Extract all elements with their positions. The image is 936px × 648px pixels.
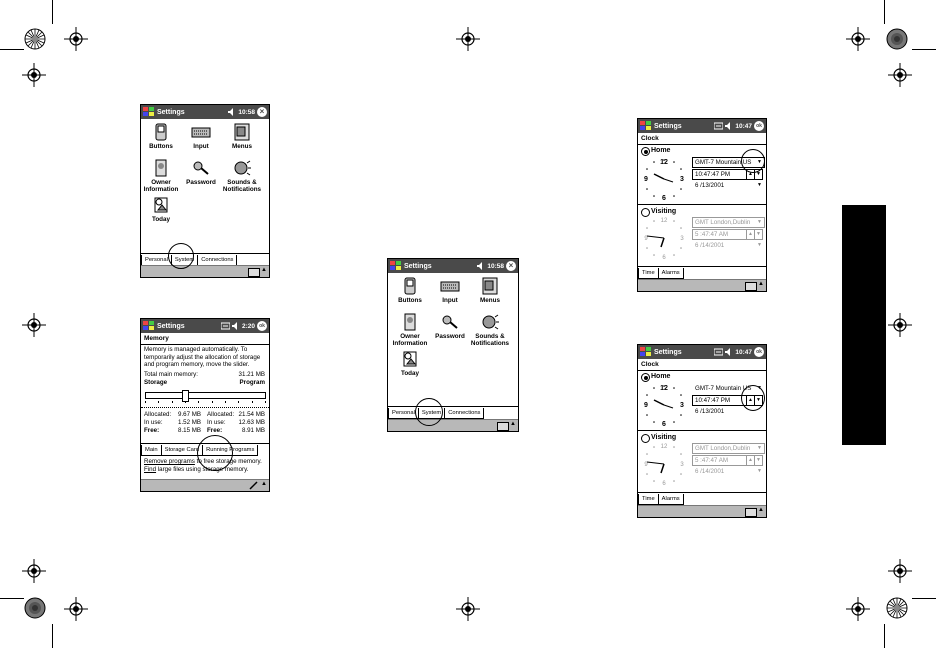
divider bbox=[141, 344, 269, 345]
storage-allocated-label: Allocated: bbox=[144, 411, 172, 418]
title-bar bbox=[141, 105, 269, 119]
visiting-time-input[interactable]: 5 :47:47 AM bbox=[692, 455, 747, 466]
trim-line bbox=[912, 49, 936, 50]
buttons-icon bbox=[154, 123, 168, 141]
home-date-dropdown[interactable] bbox=[692, 180, 765, 191]
remove-text: to free storage memory. bbox=[194, 458, 262, 465]
spin-up-button[interactable]: ▲ bbox=[746, 169, 755, 180]
tab-personal[interactable]: Personal bbox=[388, 408, 419, 419]
highlight-circle bbox=[415, 398, 443, 426]
color-rosette-icon bbox=[24, 28, 46, 50]
windows-flag-icon[interactable] bbox=[143, 107, 154, 117]
highlight-circle bbox=[197, 435, 233, 471]
find-link[interactable]: Find bbox=[144, 466, 157, 473]
chevron-down-icon: ▼ bbox=[757, 182, 762, 188]
title-text: Settings bbox=[654, 122, 682, 130]
today-icon bbox=[402, 350, 418, 368]
chapter-tab-bar bbox=[842, 205, 886, 445]
memory-screen bbox=[140, 318, 270, 492]
storage-allocated-value: 9.67 MB bbox=[178, 411, 202, 418]
title-text: Settings bbox=[654, 348, 682, 356]
ok-icon[interactable]: ok bbox=[754, 347, 764, 357]
item-label: Buttons bbox=[149, 143, 173, 150]
item-label: Password bbox=[186, 179, 216, 186]
trim-line bbox=[884, 624, 885, 648]
chevron-down-icon: ▼ bbox=[757, 242, 762, 248]
spin-up-button[interactable]: ▲ bbox=[746, 455, 755, 466]
clock-tabs bbox=[638, 492, 766, 505]
dial-12: 12 bbox=[660, 159, 668, 166]
chevron-down-icon: ▼ bbox=[757, 445, 762, 451]
program-inuse-value: 12.63 MB bbox=[238, 419, 265, 426]
item-label: Input bbox=[442, 297, 458, 304]
registration-mark-icon bbox=[22, 313, 46, 337]
chevron-down-icon: ▼ bbox=[757, 219, 762, 225]
settings-tabs bbox=[388, 406, 518, 419]
spin-down-button[interactable]: ▼ bbox=[754, 395, 763, 406]
notification-icon[interactable] bbox=[714, 348, 723, 356]
visiting-time-input[interactable]: 5 :47:47 AM bbox=[692, 229, 747, 240]
visiting-date-dropdown[interactable] bbox=[692, 466, 765, 477]
total-memory-value: 31.21 MB bbox=[238, 371, 265, 378]
command-bar bbox=[638, 279, 766, 291]
registration-mark-icon bbox=[64, 597, 88, 621]
menus-item[interactable] bbox=[217, 123, 267, 150]
dial-3: 3 bbox=[680, 402, 684, 409]
divider bbox=[638, 370, 766, 371]
title-bar bbox=[638, 119, 766, 133]
dial-12: 12 bbox=[660, 218, 668, 224]
item-label: Input bbox=[193, 143, 209, 150]
item-label: Owner Information bbox=[392, 333, 428, 347]
speaker-icon[interactable] bbox=[477, 262, 485, 270]
notification-icon[interactable] bbox=[221, 322, 230, 330]
today-item[interactable] bbox=[387, 350, 435, 377]
registration-mark-icon bbox=[888, 313, 912, 337]
spin-up-button[interactable]: ▲ bbox=[746, 229, 755, 240]
visiting-clock-face bbox=[641, 215, 687, 261]
today-icon bbox=[153, 196, 169, 214]
tab-system[interactable]: System bbox=[418, 408, 445, 419]
clock-time[interactable]: 2:20 bbox=[241, 322, 255, 330]
clock-header: Clock bbox=[641, 361, 659, 368]
ok-icon[interactable]: ok bbox=[257, 321, 267, 331]
home-clock-face bbox=[641, 156, 687, 202]
visit-date-text: 6 /14/2001 bbox=[695, 242, 725, 249]
divider bbox=[141, 407, 269, 408]
tab-system[interactable]: System bbox=[171, 255, 198, 266]
buttons-icon bbox=[403, 277, 417, 295]
memory-slider[interactable] bbox=[145, 392, 266, 399]
spin-up-button[interactable]: ▲ bbox=[746, 395, 755, 406]
spin-down-button[interactable]: ▼ bbox=[754, 455, 763, 466]
dial-6: 6 bbox=[662, 481, 666, 487]
chevron-down-icon: ▼ bbox=[757, 468, 762, 474]
pen-icon[interactable] bbox=[249, 481, 259, 490]
menus-icon bbox=[481, 277, 499, 295]
tab-alarms[interactable]: Alarms bbox=[658, 494, 684, 505]
up-arrow-icon[interactable]: ▲ bbox=[261, 481, 267, 487]
speaker-icon[interactable] bbox=[725, 122, 733, 130]
windows-flag-icon[interactable] bbox=[640, 121, 651, 131]
tab-connections[interactable]: Connections bbox=[197, 255, 237, 266]
trim-line bbox=[52, 0, 53, 24]
storage-free-value: 8.15 MB bbox=[178, 427, 202, 434]
memory-intro: Memory is managed automatically. To temporarily adjust the allocation of storage and program memory, move the slider. bbox=[144, 346, 261, 368]
visit-zone-text: GMT London,Dublin bbox=[695, 445, 751, 452]
trim-line bbox=[0, 49, 24, 50]
dial-6: 6 bbox=[662, 421, 666, 428]
program-allocated-value: 21.54 MB bbox=[238, 411, 265, 418]
dial-6: 6 bbox=[662, 255, 666, 261]
speaker-icon[interactable] bbox=[232, 322, 240, 330]
clock-time[interactable]: 10:58 bbox=[238, 108, 255, 116]
windows-flag-icon[interactable] bbox=[640, 347, 651, 357]
title-bar bbox=[638, 345, 766, 359]
today-item[interactable] bbox=[140, 196, 186, 223]
title-bar bbox=[141, 319, 269, 333]
find-files-line bbox=[144, 466, 248, 474]
visit-zone-text: GMT London,Dublin bbox=[695, 219, 751, 226]
command-bar bbox=[141, 479, 269, 491]
dial-3: 3 bbox=[680, 462, 684, 468]
registration-mark-icon bbox=[22, 559, 46, 583]
visiting-label: Visiting bbox=[651, 208, 677, 215]
home-label: Home bbox=[651, 147, 671, 154]
home-zone-text: GMT-7 Mountain US bbox=[695, 385, 752, 392]
windows-flag-icon[interactable] bbox=[143, 321, 154, 331]
menus-item[interactable] bbox=[465, 277, 515, 304]
item-label: Sounds & Notifications bbox=[470, 333, 510, 347]
remove-programs-link[interactable]: Remove programs bbox=[144, 458, 195, 465]
settings-screen-small bbox=[140, 104, 270, 278]
color-rosette-icon bbox=[886, 28, 908, 50]
up-arrow-icon[interactable]: ▲ bbox=[510, 421, 516, 427]
keyboard-icon[interactable] bbox=[497, 422, 509, 431]
speaker-icon[interactable] bbox=[725, 348, 733, 356]
dial-12: 12 bbox=[660, 385, 668, 392]
up-arrow-icon[interactable]: ▲ bbox=[758, 281, 764, 287]
dial-6: 6 bbox=[662, 195, 666, 202]
trim-line bbox=[52, 624, 53, 648]
clock-screen-top bbox=[637, 118, 767, 292]
visiting-date-dropdown[interactable] bbox=[692, 240, 765, 251]
visiting-timezone-dropdown[interactable] bbox=[692, 217, 765, 228]
highlight-circle bbox=[741, 149, 765, 173]
divider bbox=[638, 204, 766, 205]
home-zone-text: GMT-7 Mountain US bbox=[695, 159, 752, 166]
chevron-down-icon: ▼ bbox=[757, 385, 762, 391]
registration-mark-icon bbox=[456, 27, 480, 51]
program-free-value: 8.91 MB bbox=[241, 427, 265, 434]
item-label: Password bbox=[435, 333, 465, 340]
registration-mark-icon bbox=[846, 597, 870, 621]
program-inuse-label: In use: bbox=[207, 419, 226, 426]
tab-main[interactable]: Main bbox=[141, 445, 162, 456]
visiting-label: Visiting bbox=[651, 434, 677, 441]
settings-screen-center bbox=[387, 258, 519, 432]
close-icon[interactable]: × bbox=[257, 107, 267, 117]
tab-time[interactable]: Time bbox=[638, 494, 659, 505]
dial-3: 3 bbox=[680, 236, 684, 242]
clock-screen-bottom bbox=[637, 344, 767, 518]
item-label: Sounds & Notifications bbox=[222, 179, 262, 193]
dial-9: 9 bbox=[644, 402, 648, 409]
registration-mark-icon bbox=[456, 597, 480, 621]
command-bar bbox=[141, 265, 269, 277]
divider bbox=[638, 144, 766, 145]
find-text: large files using storage memory. bbox=[156, 466, 249, 473]
title-text: Settings bbox=[157, 108, 185, 116]
item-label: Menus bbox=[232, 143, 252, 150]
registration-mark-icon bbox=[888, 559, 912, 583]
dial-12: 12 bbox=[660, 444, 668, 450]
item-label: Menus bbox=[480, 297, 500, 304]
storage-inuse-value: 1.52 MB bbox=[178, 419, 202, 426]
title-text: Settings bbox=[157, 322, 185, 330]
trim-line bbox=[912, 598, 936, 599]
dial-3: 3 bbox=[680, 176, 684, 183]
tab-alarms[interactable]: Alarms bbox=[658, 268, 684, 279]
item-label: Today bbox=[151, 216, 171, 223]
close-icon[interactable]: × bbox=[506, 261, 516, 271]
tab-time[interactable]: Time bbox=[638, 268, 659, 279]
tab-connections[interactable]: Connections bbox=[444, 408, 484, 419]
menus-icon bbox=[233, 123, 251, 141]
chevron-down-icon: ▼ bbox=[757, 159, 762, 165]
highlight-circle bbox=[741, 385, 765, 411]
registration-mark-icon bbox=[846, 27, 870, 51]
ok-icon[interactable]: ok bbox=[754, 121, 764, 131]
home-radio[interactable] bbox=[641, 373, 650, 382]
memory-header: Memory bbox=[144, 335, 169, 342]
up-arrow-icon[interactable]: ▲ bbox=[261, 267, 267, 273]
title-text: Settings bbox=[404, 262, 432, 270]
clock-time[interactable]: 10:47 bbox=[735, 122, 752, 130]
trim-line bbox=[884, 0, 885, 24]
home-clock-face bbox=[641, 382, 687, 428]
key-icon bbox=[441, 313, 459, 331]
sounds-notifications-item[interactable] bbox=[217, 159, 267, 193]
sounds-icon bbox=[481, 313, 499, 331]
trim-line bbox=[0, 598, 24, 599]
clock-header: Clock bbox=[641, 135, 659, 142]
registration-mark-icon bbox=[64, 27, 88, 51]
spin-down-button[interactable]: ▼ bbox=[754, 169, 763, 180]
key-icon bbox=[192, 159, 210, 177]
divider bbox=[638, 430, 766, 431]
visit-date-text: 6 /14/2001 bbox=[695, 468, 725, 475]
item-label: Owner Information bbox=[143, 179, 179, 193]
registration-mark-icon bbox=[888, 63, 912, 87]
storage-inuse-label: In use: bbox=[144, 419, 163, 426]
command-bar bbox=[388, 419, 518, 431]
home-label: Home bbox=[651, 373, 671, 380]
keyboard-icon bbox=[191, 123, 211, 141]
item-label: Today bbox=[400, 370, 420, 377]
home-time-input[interactable]: 10:47:47 PM bbox=[692, 395, 747, 406]
tab-personal[interactable]: Personal bbox=[141, 255, 172, 266]
dial-9: 9 bbox=[644, 176, 648, 183]
windows-flag-icon[interactable] bbox=[390, 261, 401, 271]
sounds-icon bbox=[233, 159, 251, 177]
clock-tabs bbox=[638, 266, 766, 279]
command-bar bbox=[638, 505, 766, 517]
dial-9: 9 bbox=[644, 236, 648, 242]
notification-icon[interactable] bbox=[714, 122, 723, 130]
tab-running-programs[interactable]: Running Programs bbox=[202, 445, 258, 456]
keyboard-icon[interactable] bbox=[745, 508, 757, 517]
item-label: Buttons bbox=[398, 297, 422, 304]
keyboard-icon[interactable] bbox=[248, 268, 260, 277]
home-time-input[interactable]: 10:47:47 PM bbox=[692, 169, 747, 180]
tab-storage-card[interactable]: Storage Card bbox=[161, 445, 203, 456]
owner-information-icon bbox=[403, 313, 417, 331]
home-radio[interactable] bbox=[641, 147, 650, 156]
visiting-timezone-dropdown[interactable] bbox=[692, 443, 765, 454]
speaker-icon[interactable] bbox=[228, 108, 236, 116]
program-label: Program bbox=[239, 379, 265, 386]
color-rosette-icon bbox=[24, 597, 46, 619]
keyboard-icon[interactable] bbox=[745, 282, 757, 291]
keyboard-icon bbox=[440, 277, 460, 295]
program-free-label: Free: bbox=[207, 427, 223, 434]
program-allocated-label: Allocated: bbox=[207, 411, 235, 418]
registration-mark-icon bbox=[22, 63, 46, 87]
storage-label: Storage bbox=[144, 379, 168, 386]
clock-time[interactable]: 10:47 bbox=[735, 348, 752, 356]
title-bar bbox=[388, 259, 518, 273]
spin-down-button[interactable]: ▼ bbox=[754, 229, 763, 240]
total-memory-label: Total main memory: bbox=[144, 371, 198, 378]
clock-time[interactable]: 10:58 bbox=[487, 262, 504, 270]
up-arrow-icon[interactable]: ▲ bbox=[758, 507, 764, 513]
owner-information-icon bbox=[154, 159, 168, 177]
storage-free-label: Free: bbox=[144, 427, 160, 434]
home-date-text: 6 /13/2001 bbox=[695, 182, 725, 189]
sounds-notifications-item[interactable] bbox=[465, 313, 515, 347]
home-date-text: 6 /13/2001 bbox=[695, 408, 725, 415]
visiting-clock-face bbox=[641, 441, 687, 487]
color-rosette-icon bbox=[886, 597, 908, 619]
dial-9: 9 bbox=[644, 462, 648, 468]
slider-ticks bbox=[145, 401, 266, 404]
highlight-circle bbox=[168, 243, 194, 269]
